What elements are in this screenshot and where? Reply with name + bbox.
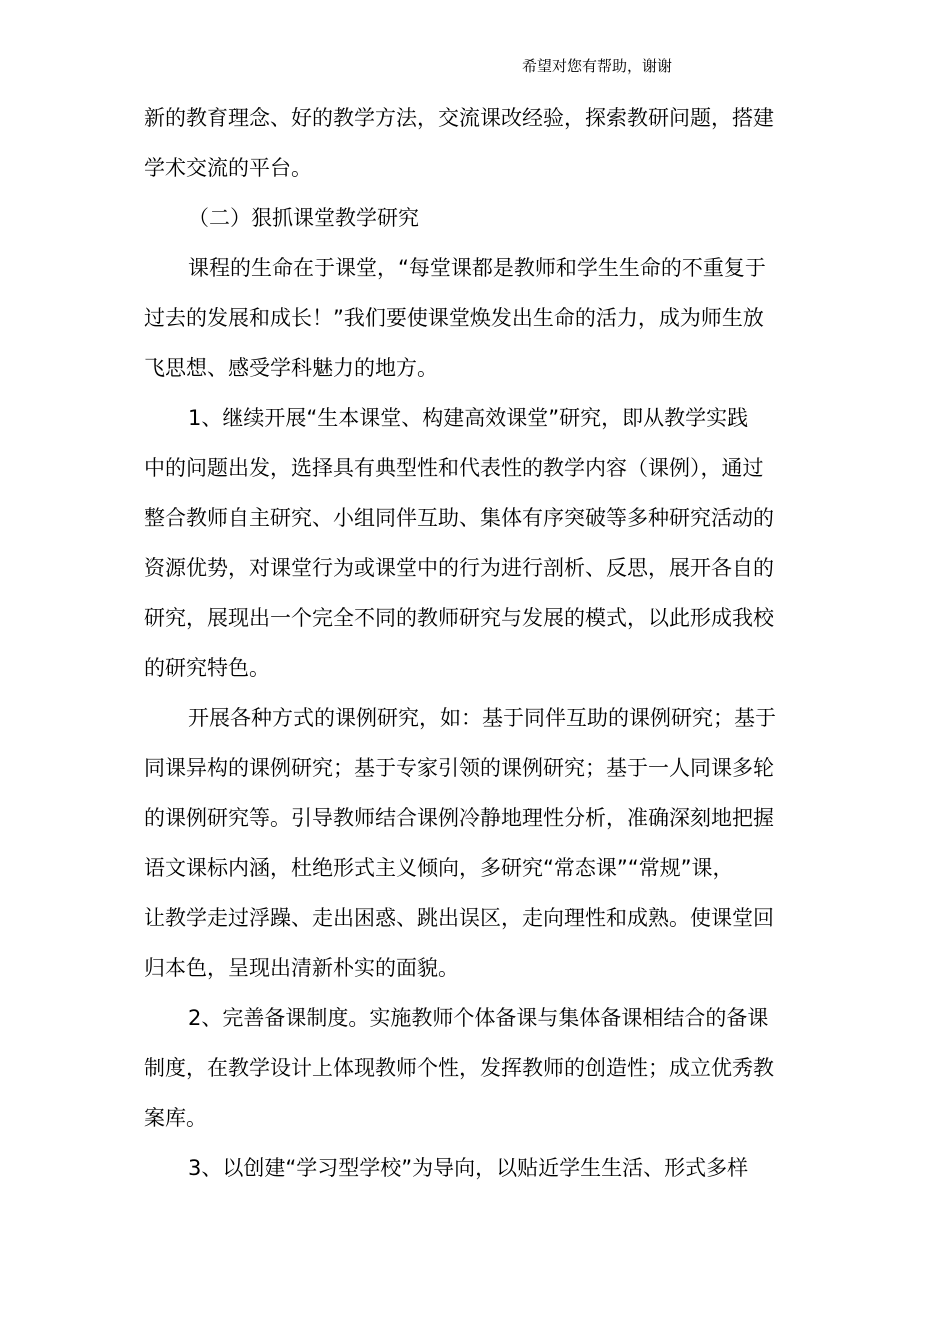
text-line: 开展各种方式的课例研究，如：基于同伴互助的课例研究；基于 [188, 706, 776, 730]
text-line: 中的问题出发，选择具有典型性和代表性的教学内容（课例），通过 [144, 456, 764, 480]
text-line: 语文课标内涵，杜绝形式主义倾向，多研究“常态课”“常规”课， [144, 856, 734, 880]
text-line: 1、继续开展“生本课堂、构建高效课堂”研究，即从教学实践 [188, 406, 749, 430]
text-line: 的研究特色。 [144, 656, 270, 680]
text-line: 过去的发展和成长！”我们要使课堂焕发出生命的活力，成为师生放 [144, 306, 764, 330]
text-line: 归本色，呈现出清新朴实的面貌。 [144, 956, 459, 980]
text-line: 案库。 [144, 1106, 207, 1130]
text-line: 同课异构的课例研究；基于专家引领的课例研究；基于一人同课多轮 [144, 756, 774, 780]
text-line: 新的教育理念、好的教学方法，交流课改经验，探索教研问题，搭建 [144, 106, 774, 130]
document-body [144, 93, 816, 1193]
text-line: 3、以创建“学习型学校”为导向，以贴近学生生活、形式多样 [188, 1156, 749, 1180]
text-line: 研究，展现出一个完全不同的教师研究与发展的模式，以此形成我校 [144, 606, 774, 630]
text-line: 课程的生命在于课堂，“每堂课都是教师和学生生命的不重复于 [188, 256, 766, 280]
text-line: 的课例研究等。引导教师结合课例冷静地理性分析，准确深刻地把握 [144, 806, 774, 830]
text-line: 让教学走过浮躁、走出困惑、跳出误区，走向理性和成熟。使课堂回 [144, 906, 774, 930]
text-line: 学术交流的平台。 [144, 156, 312, 180]
text-line: 2、完善备课制度。实施教师个体备课与集体备课相结合的备课 [188, 1006, 769, 1030]
text-line: 整合教师自主研究、小组同伴互助、集体有序突破等多种研究活动的 [144, 506, 774, 530]
text-line: 飞思想、感受学科魅力的地方。 [144, 356, 438, 380]
page-header: 希望对您有帮助，谢谢 [522, 57, 673, 75]
text-line: （二）狠抓课堂教学研究 [188, 206, 419, 230]
text-line: 资源优势，对课堂行为或课堂中的行为进行剖析、反思，展开各自的 [144, 556, 774, 580]
text-line: 制度，在教学设计上体现教师个性，发挥教师的创造性；成立优秀教 [144, 1056, 774, 1080]
